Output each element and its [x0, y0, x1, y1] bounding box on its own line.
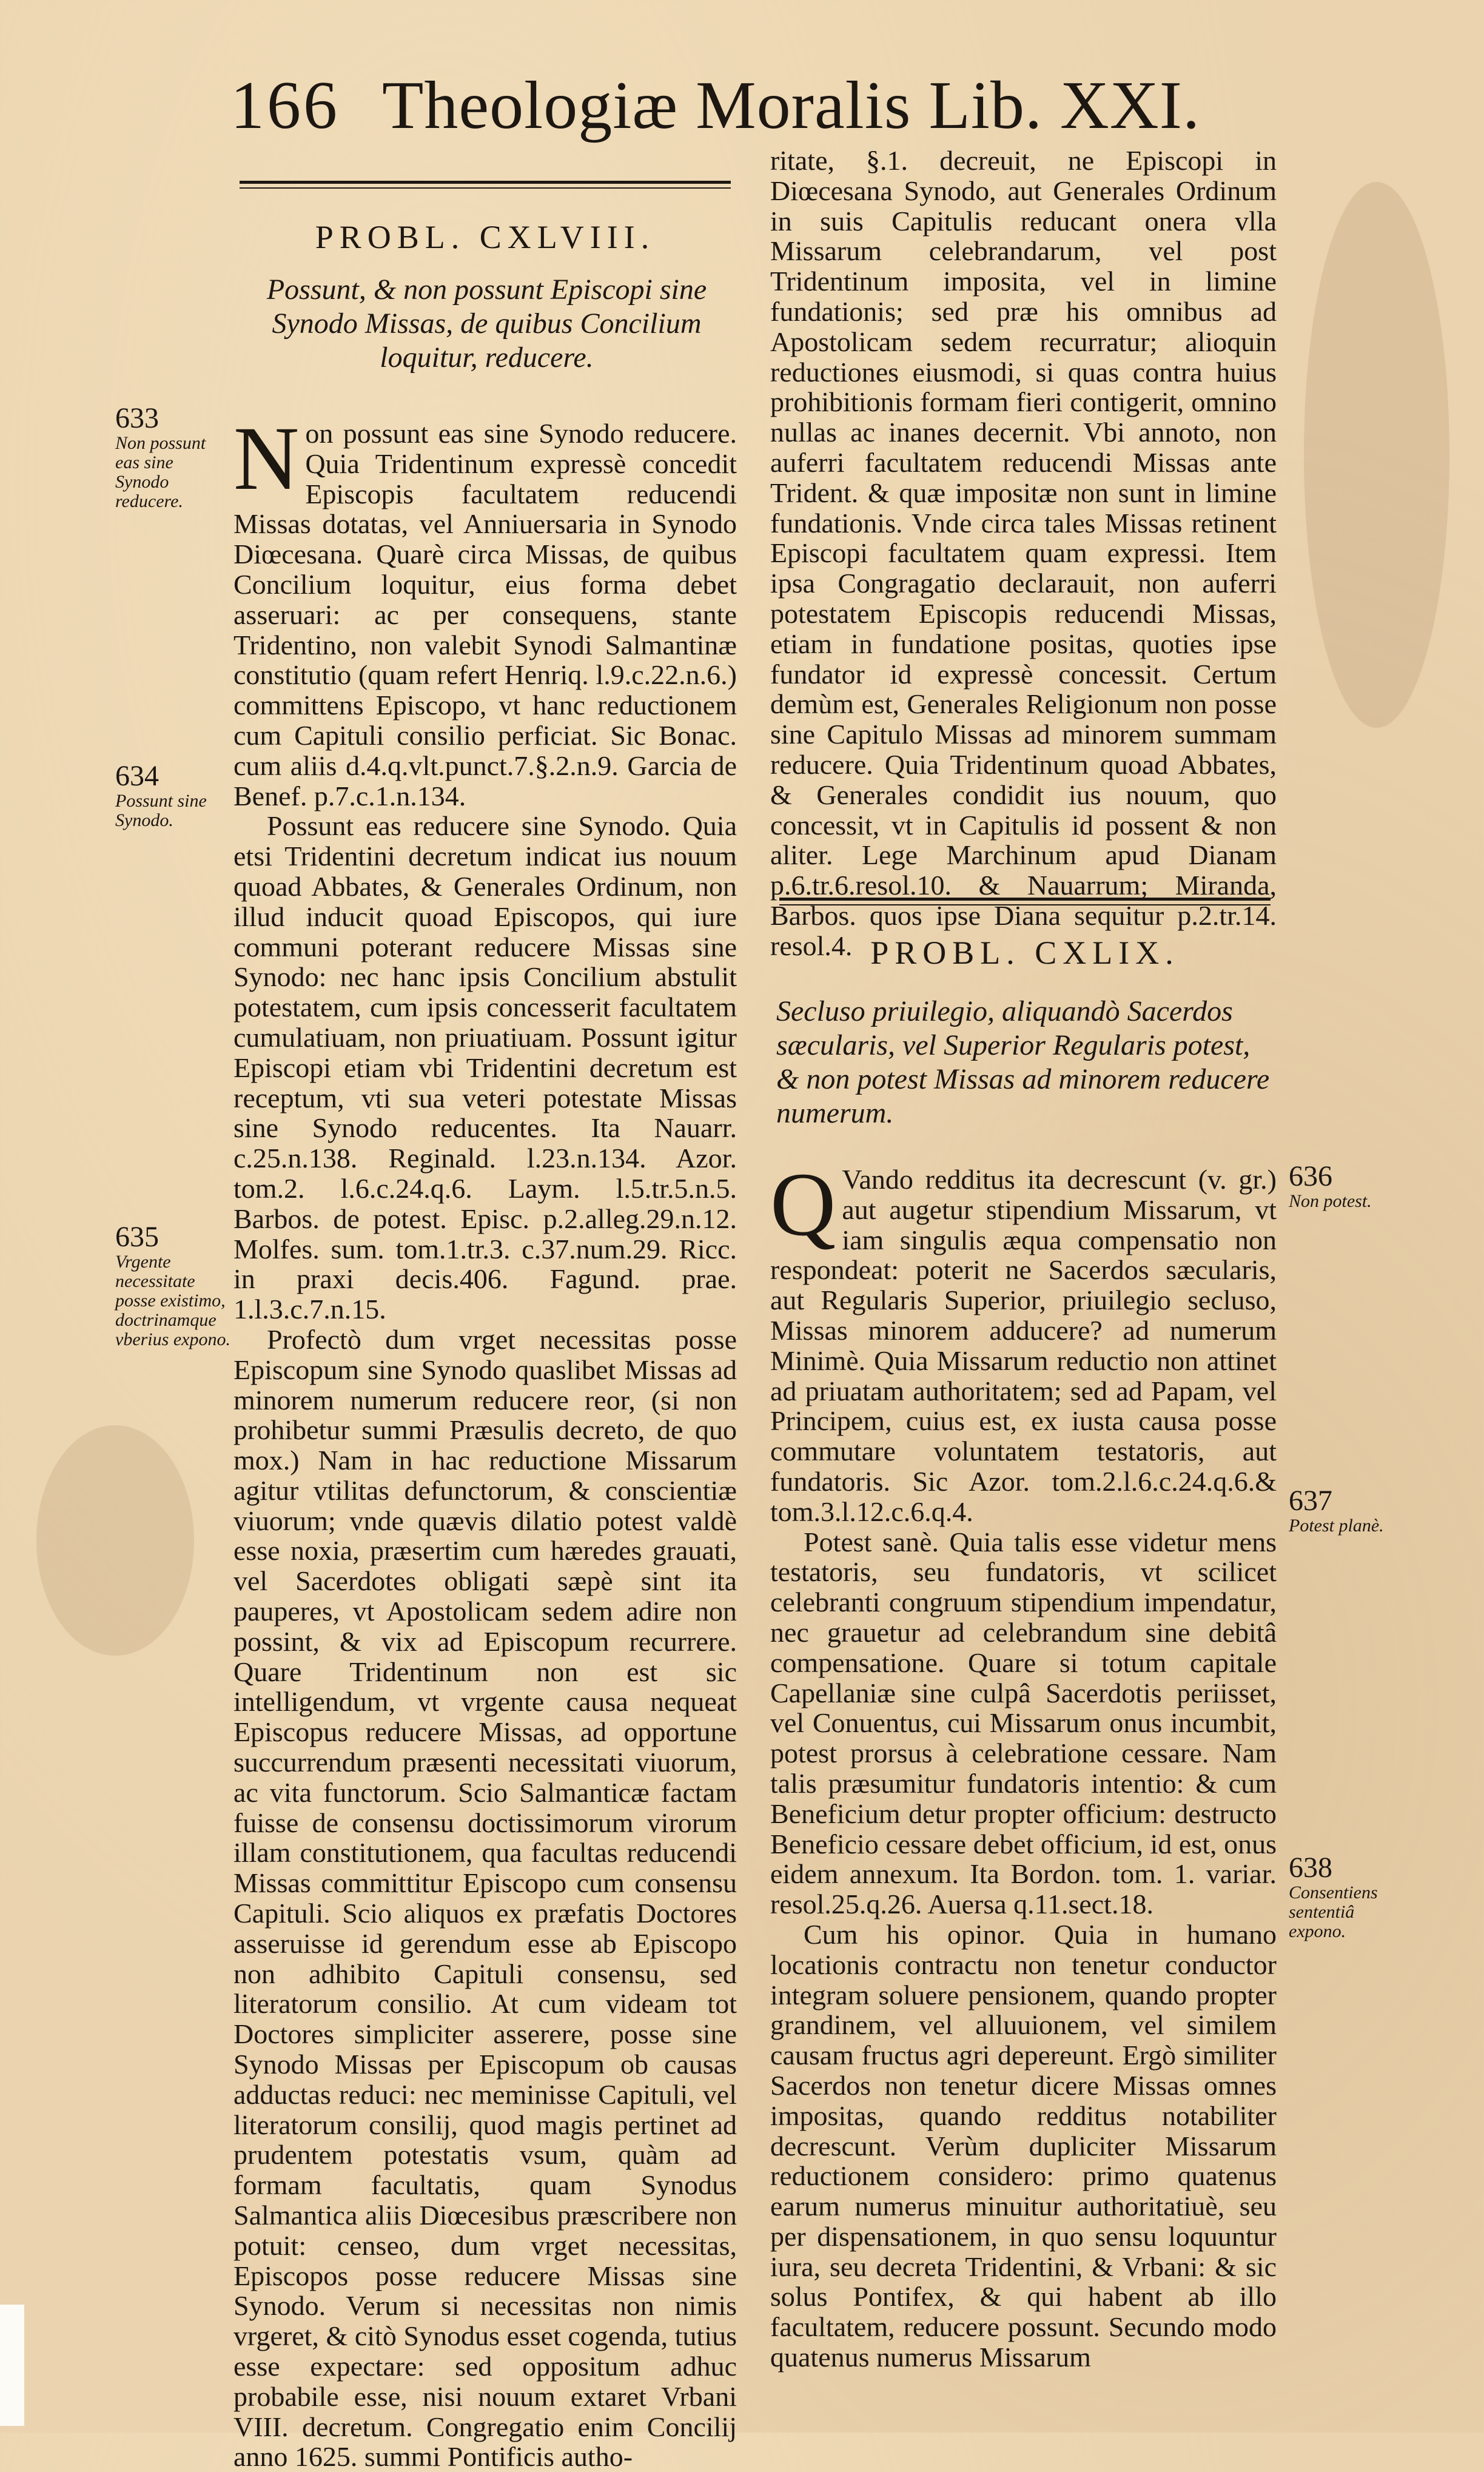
page-stain — [36, 1425, 194, 1656]
drop-cap: N — [233, 408, 300, 509]
note-number: 633 — [115, 402, 159, 434]
continuation-text: ritate, §.1. decreuit, ne Episcopi in Diœcesana Synodo, aut Generales Ordinum in suis Capitulis reducant onera vlla Missarum celebrandarum, vel post Tridentinum imposita, vel in limine fundationis; sed præ his omnibus ad Apostolicam sedem recurratur; alioquin reductiones eiusmodi, si quas contra huius prohibitionis formam fieri contigerit, omnino nullas ac inanes decernit. Vbi annoto, non auferri facultatem reducendi Missas ante Trident. & quæ impositæ non sunt in limine fundationis. Vnde circa tales Missas retinent Episcopi facultatem quam expressi. Item ipsa Congragatio declarauit, non auferri potestatem Episcopis reducendi Missas, etiam in fundatione positas, quoties ipse fundator id expressè concessit. Certum demùm est, Generales Religionum non posse sine Capitulo Missas ad minorem summam reducere. Quia Tridentinum quoad Abbates, & Generales condidit ius nouum, quo concessit, vt in Capitulis id possent & non aliter. Lege Marchinum apud Dianam p.6.tr.6.resol.10. & Nauarrum; Miranda, Barbos. quos ipse Diana sequitur p.2.tr.14. resol.4. — [770, 145, 1277, 961]
paragraph-text: Vando redditus ita decrescunt (v. gr.) aut augetur stipendium Missarum, vt iam singulis æqua compensatio non respondeat: poterit ne Sacerdos sæcularis, aut Regularis Superior, priuilegio secluso, Missas minorem adducere? ad numerum Minimè. Quia Missarum reductio non attinet ad priuatam authoritatem; sed ad Papam, vel Principem, cuius est, ex iusta causa posse commutare voluntatem testatoris, aut fundatoris. Sic Azor. tom.2.l.6.c.24.q.6.& tom.3.l.12.c.6.q.4. — [770, 1164, 1277, 1527]
note-text: Consentiens sententiâ expono. — [1289, 1883, 1378, 1941]
note-text: Potest planè. — [1289, 1516, 1384, 1536]
note-number: 638 — [1289, 1852, 1332, 1884]
note-text: Possunt sine Synodo. — [115, 791, 207, 830]
note-number: 634 — [115, 760, 159, 792]
left-column-text — [233, 408, 737, 2472]
note-number: 637 — [1289, 1485, 1332, 1517]
problem-title-left: Possunt, & non possunt Episcopi sine Synodo Missas, de quibus Concilium loquitur, reducere. — [266, 274, 707, 374]
running-header — [230, 67, 1231, 146]
right-column-text — [770, 1154, 1277, 2373]
running-title: Theologiæ Moralis Lib. XXI. — [382, 68, 1201, 143]
problem-heading-right: PROBL. CXLIX. — [870, 935, 1180, 971]
page-edge-tab — [0, 2305, 24, 2426]
page-number: 166 — [230, 68, 340, 143]
problem-heading-left: PROBL. CXLVIII. — [315, 219, 656, 255]
paragraph-text: on possunt eas sine Synodo reducere. Quia Tridentinum expressè concedit Episcopis facultatem reducendi Missas dotatas, vel Anniuersaria in Synodo Diœcesana. Quarè circa Missas, de quibus Concilium loquitur, eius forma debet asseruari: ac per consequens, stante Tridentino, non valebit Synodi Salmantinæ constitutio (quam refert Henriq. l.9.c.22.n.6.) committens Episcopo, vt hanc reductionem cum Capituli consilio perficiat. Sic Bonac. cum aliis d.4.q.vlt.punct.7.§.2.n.9. Garcia de Benef. p.7.c.1.n.134. — [233, 418, 737, 811]
problem-title-right: Secluso priuilegio, aliquandò Sacerdos sæcularis, vel Superior Regularis potest, & non potest Missas ad minorem reducere numerum. — [776, 995, 1270, 1129]
margin-note-636 — [1289, 1161, 1398, 1211]
right-column-continuation — [770, 146, 1277, 961]
paragraph-637: Potest sanè. Quia talis esse videtur mens testatoris, seu fundatoris, vt scilicet celebranti congruum stipendium impendatur, nec grauetur ad celebrandum sine debitâ compensatione. Quare si totum capitale Capellaniæ sine culpâ Sacerdotis periisset, vel Conuentus, cui Missarum onus incumbit, potest prorsus à celebratione cessare. Nam talis præsumitur fundatoris intentio: & cum Beneficium detur propter officium: destructo Beneficio cessare debet officium, id est, onus eidem annexum. Ita Bordon. tom. 1. variar. resol.25.q.26. Auersa q.11.sect.18. — [770, 1526, 1277, 1920]
paragraph-633 — [233, 408, 737, 811]
paragraph-636 — [770, 1154, 1277, 1527]
header-rule-left — [240, 181, 731, 184]
paragraph-634: Possunt eas reducere sine Synodo. Quia etsi Tridentini decretum indicat ius nouum quoad Abbates, & Generales Ordinum, non illud inducit quoad Episcopos, qui iure communi poterant reducere Missas sine Synodo: nec hanc ipsis Concilium abstulit potestatem, cum ipsis concesserit facultatem cumulatiuam, non priuatiuam. Possunt igitur Episcopi etiam vbi Tridentini decretum est receptum, vti sua veteri potestate Missas sine Synodo reducentes. Ita Nauarr. c.25.n.138. Reginald. l.23.n.134. Azor. tom.2. l.6.c.24.q.6. Laym. l.5.tr.5.n.5. Barbos. de potest. Episc. p.2.alleg.29.n.12. Molfes. sum. tom.1.tr.3. c.37.num.29. Ricc. in praxi decis.406. Fagund. prae. 1.l.3.c.7.n.15. — [233, 810, 737, 1325]
margin-note-637 — [1289, 1486, 1398, 1536]
margin-note-638 — [1289, 1853, 1398, 1941]
margin-note-635 — [115, 1222, 230, 1349]
note-text: Vrgente necessitate posse existimo, doctrinamque vberius expono. — [115, 1252, 230, 1349]
note-number: 635 — [115, 1221, 159, 1253]
note-text: Non potest. — [1289, 1191, 1372, 1211]
margin-note-633 — [115, 403, 230, 511]
note-text: Non possunt eas sine Synodo reducere. — [115, 433, 206, 511]
drop-cap: Q — [770, 1154, 836, 1255]
paragraph-635: Profectò dum vrget necessitas posse Episcopum sine Synodo quaslibet Missas ad minorem numerum reducere reor, (si non prohibetur summi Præsulis decreto, de quo mox.) Nam in hac reductione Missarum agitur vtilitas defunctorum, & conscientiæ viuorum; vnde quævis dilatio potest valdè esse noxia, præsertim cum hæredes grauati, vel Sacerdotes obligati sæpè sint ita pauperes, vt Apostolicam sedem adire non possint, & vix ad Episcopum recurrere. Quare Tridentinum non est sic intelligendum, vt vrgente causa nequeat Episcopus reducere Missas, ad opportune succurrendum præsenti necessitati viuorum, ac vita functorum. Scio Salmanticæ factam fuisse de consensu doctissimorum virorum illam constitutionem, qua facultas reducendi Missas committitur Episcopo cum consensu Capituli. Scio aliquos ex præfatis Doctores asseruisse id gerendum esse ab Episcopo non adhibito Capituli consensu, sed literatorum consilio. At cum videam tot Doctores simpliciter asserere, posse sine Synodo Missas per Episcopum ob causas adductas reduci: nec meminisse Capituli, vel literatorum consilij, quod magis pertinet ad prudentem potestatis vsum, quàm ad formam facultatis, quam Synodus Salmantica aliis Diœcesibus præscribere non potuit: censeo, dum vrget necessitas, Episcopos posse reducere Missas sine Synodo. Verum si necessitas non nimis vrgeret, & citò Synodus esset cogenda, tutius esse expectare: sed oppositum adhuc probabile esse, nisi nouum extaret Vrbani VIII. decretum. Congregatio enim Concilij anno 1625. summi Pontificis autho- — [233, 1323, 737, 2472]
note-number: 636 — [1289, 1160, 1332, 1192]
section-rule-right — [779, 898, 1271, 901]
paragraph-638: Cum his opinor. Quia in humano locationis contractu non tenetur conductor integram soluere pensionem, quando propter grandinem, vel alluuionem, vel similem causam fructus agri depereunt. Ergò similiter Sacerdos non tenetur dicere Missas omnes impositas, quando redditus notabiliter decrescunt. Verùm dupliciter Missarum reductionem considero: primo quatenus earum numerus minuitur authoritatiuè, seu per dispensationem, in quo sensu loquuntur iura, seu decreta Tridentini, & Vrbani: & sic solus Pontifex, & qui habent ab illo facultatem, reducere possunt. Secundo modo quatenus numerus Missarum — [770, 1918, 1277, 2373]
margin-note-634 — [115, 761, 230, 830]
page-stain — [1304, 182, 1449, 728]
